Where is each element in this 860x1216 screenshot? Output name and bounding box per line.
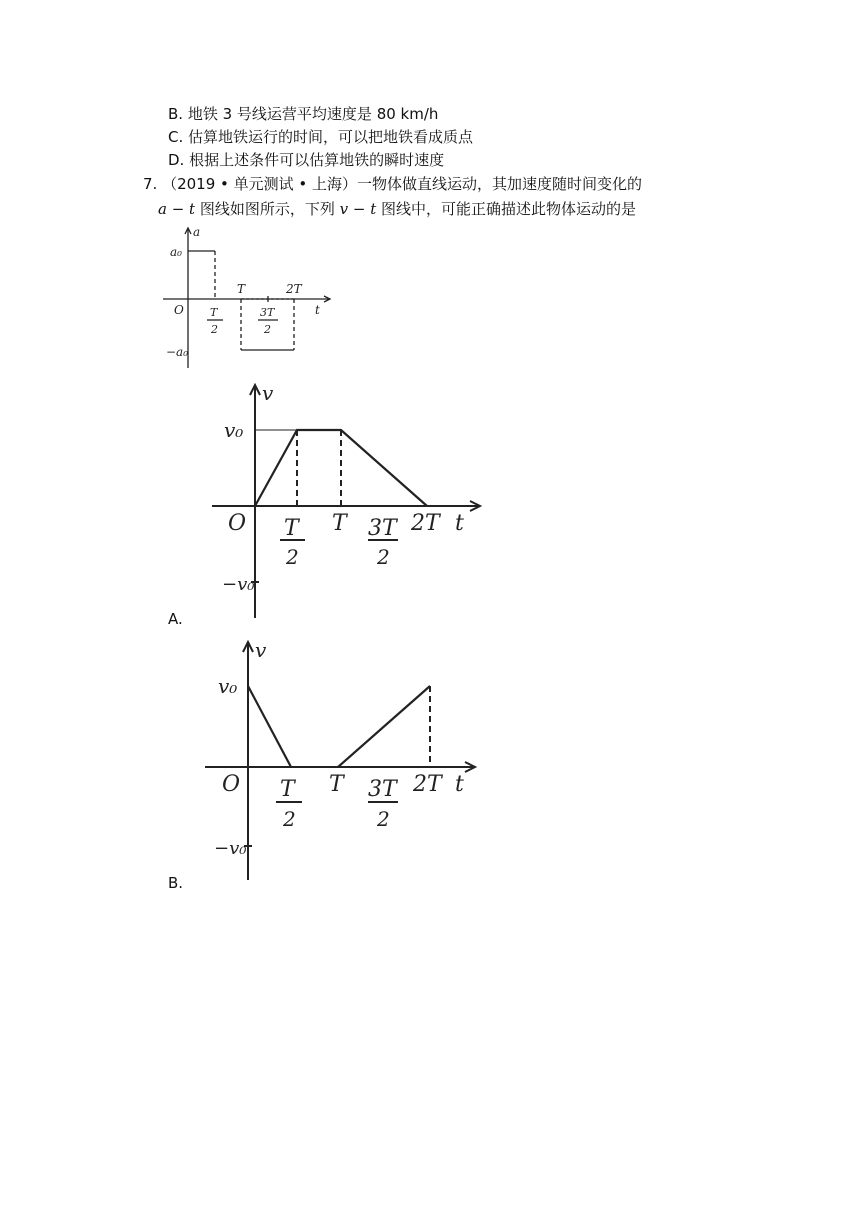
- question-line-1: [143, 174, 642, 194]
- vtb-velocity-line-2: [338, 686, 430, 767]
- at-y-neg-label: −a₀: [166, 345, 189, 359]
- vtb-x-label: t: [455, 772, 464, 797]
- at-x-arrow: [324, 296, 330, 302]
- option-letter: C.: [168, 128, 184, 146]
- vta-tick-half-num: T: [284, 516, 299, 541]
- math-var-vt: v − t: [339, 200, 377, 218]
- vtb-y-arrow: [243, 642, 253, 652]
- question-number: 7.: [143, 175, 158, 193]
- math-var-at: a − t: [158, 200, 196, 218]
- option-c: [168, 127, 473, 147]
- vta-tick-2T: 2T: [411, 511, 440, 536]
- option-text: 根据上述条件可以估算地铁的瞬时速度: [189, 151, 445, 169]
- vta-y-arrow: [250, 385, 260, 395]
- at-tick-3half-den: 2: [264, 323, 271, 336]
- question-source: （2019 • 单元测试 • 上海）: [162, 175, 358, 193]
- vtb-tick-3half-num: 3T: [368, 777, 397, 802]
- option-text: 地铁 3 号线运营平均速度是 80 km/h: [187, 105, 439, 123]
- vtb-velocity-line-1: [248, 686, 291, 767]
- vta-velocity-line: [255, 430, 427, 506]
- question-text: 图线如图所示，下列: [195, 200, 340, 218]
- option-d: [168, 150, 444, 170]
- vta-tick-3half-num: 3T: [368, 516, 397, 541]
- option-a-label: A.: [168, 610, 183, 628]
- vtb-y-pos-label: v₀: [218, 674, 238, 698]
- vtb-tick-2T: 2T: [413, 772, 442, 797]
- at-tick-2T: 2T: [286, 282, 302, 296]
- vtb-tick-half-den: 2: [283, 807, 296, 831]
- vtb-tick-half-num: T: [280, 777, 295, 802]
- at-tick-3half-num: 3T: [260, 306, 275, 319]
- at-y-label: a: [193, 225, 201, 239]
- vtb-x-arrow: [465, 762, 475, 772]
- question-text: 图线中，可能正确描述此物体运动的是: [376, 200, 637, 218]
- at-origin-label: O: [174, 303, 184, 317]
- vtb-tick-T: T: [329, 772, 344, 797]
- vta-y-neg-label: −v₀: [222, 574, 255, 595]
- vta-y-label: v: [262, 381, 274, 405]
- vta-x-label: t: [455, 511, 464, 536]
- vta-origin-label: O: [228, 511, 247, 536]
- option-text: 估算地铁运行的时间，可以把地铁看成质点: [188, 128, 474, 146]
- question-text: 一物体做直线运动，其加速度随时间变化的: [357, 175, 643, 193]
- at-x-label: t: [315, 303, 320, 317]
- vtb-y-neg-label: −v₀: [214, 838, 247, 859]
- at-y-arrow: [185, 228, 191, 234]
- option-letter: B.: [168, 105, 184, 123]
- vta-tick-3half-den: 2: [377, 545, 390, 569]
- vtb-origin-label: O: [222, 772, 241, 797]
- option-b-label: B.: [168, 874, 184, 892]
- vta-tick-half-den: 2: [286, 545, 299, 569]
- vta-tick-T: T: [332, 511, 347, 536]
- vta-x-arrow: [470, 501, 480, 511]
- at-tick-half-num: T: [210, 306, 218, 319]
- at-tick-T: T: [237, 282, 246, 296]
- vta-y-pos-label: v₀: [224, 418, 244, 442]
- at-tick-half-den: 2: [211, 323, 218, 336]
- vtb-tick-3half-den: 2: [377, 807, 390, 831]
- at-y-pos-label: a₀: [170, 245, 182, 259]
- option-b: [168, 104, 438, 124]
- question-line-2: [158, 199, 636, 219]
- option-letter: D.: [168, 151, 185, 169]
- vtb-y-label: v: [255, 638, 267, 662]
